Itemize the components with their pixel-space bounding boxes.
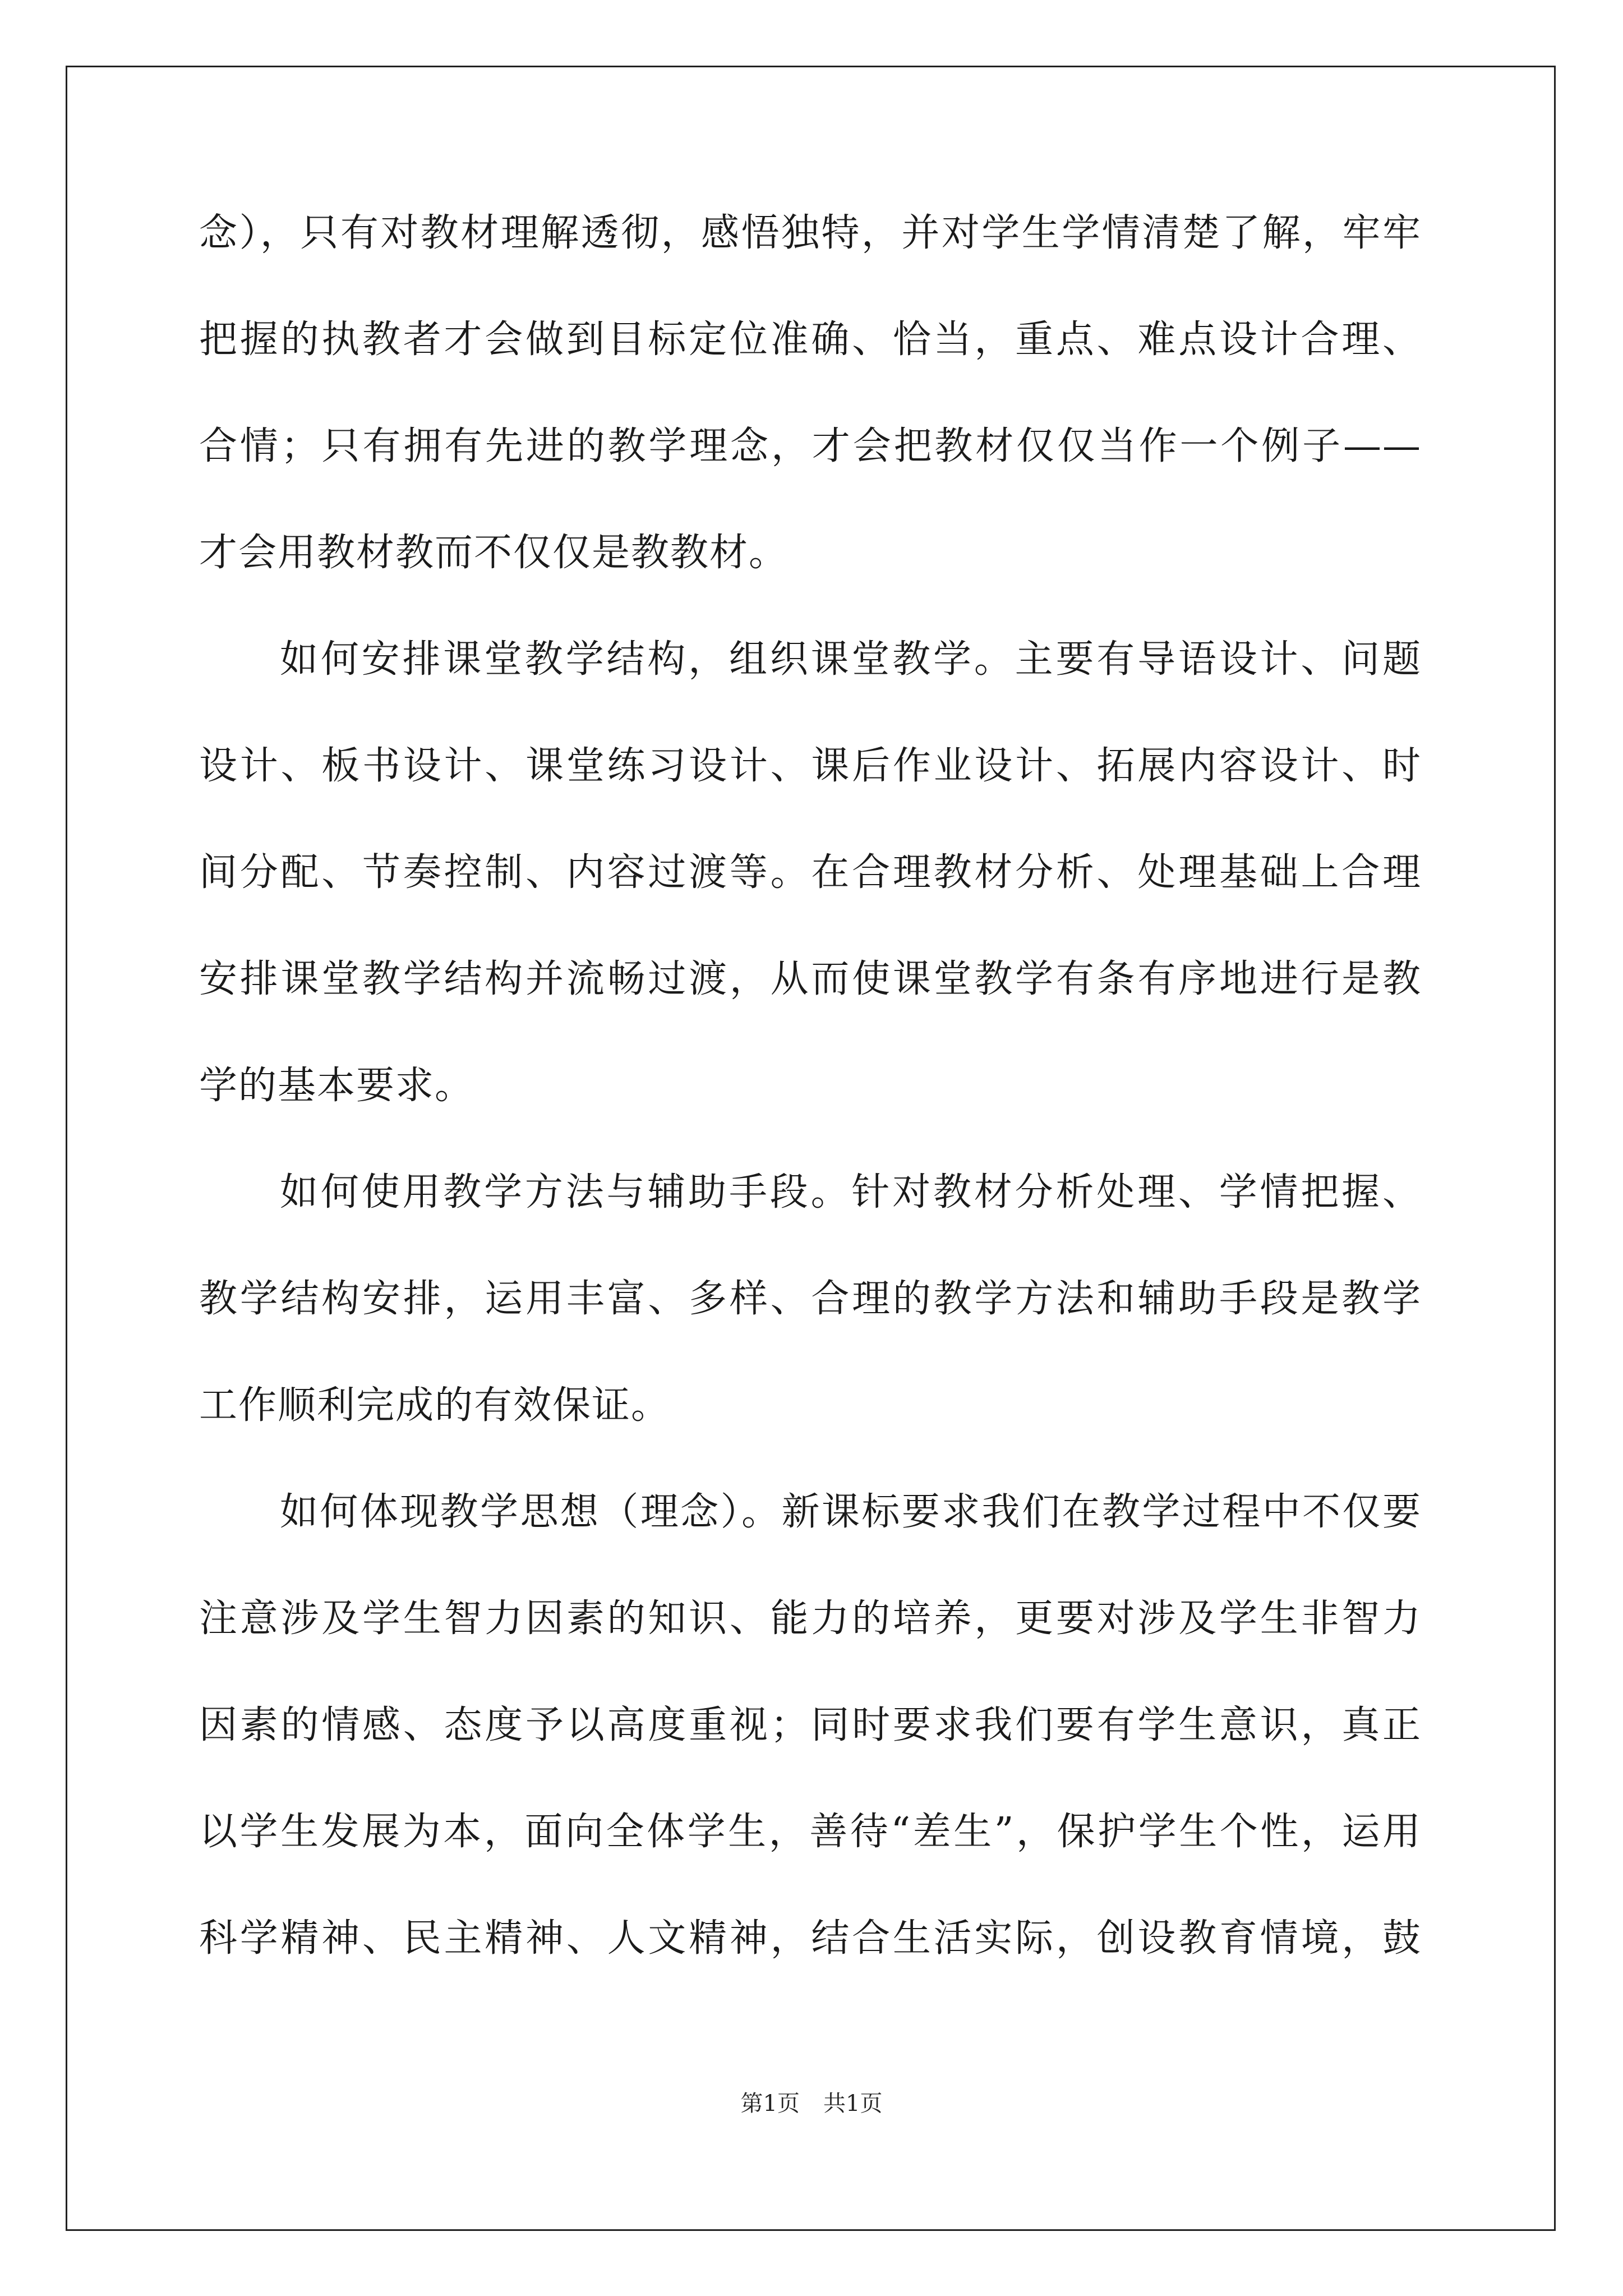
text-line: 工作顺利完成的有效保证。 (199, 1383, 671, 1428)
text-line: 间分配、节奏控制、内容过渡等。在合理教材分析、处理基础上合理 (199, 850, 1422, 895)
text-line: 设计、板书设计、课堂练习设计、课后作业设计、拓展内容设计、时 (199, 744, 1422, 788)
text-line: 把握的执教者才会做到目标定位准确、恰当，重点、难点设计合理、 (199, 318, 1422, 362)
text-line: 科学精神、民主精神、人文精神，结合生活实际，创设教育情境，鼓 (199, 1916, 1422, 1961)
text-line: 因素的情感、态度予以高度重视；同时要求我们要有学生意识，真正 (199, 1703, 1422, 1747)
document-body (199, 206, 1422, 2018)
text-line: 念），只有对教材理解透彻，感悟独特，并对学生学情清楚了解，牢牢 (199, 211, 1422, 255)
text-line: 安排课堂教学结构并流畅过渡，从而使课堂教学有条有序地进行是教 (199, 957, 1422, 1001)
text-line: 以学生发展为本，面向全体学生，善待“差生”，保护学生个性，运用 (199, 1810, 1422, 1854)
text-line: 如何安排课堂教学结构，组织课堂教学。主要有导语设计、问题 (280, 637, 1422, 682)
text-line: 才会用教材教而不仅仅是教教材。 (199, 531, 789, 575)
text-line: 学的基本要求。 (199, 1064, 474, 1108)
page-footer (0, 2088, 1623, 2119)
page-number: 第1页 (740, 2091, 800, 2116)
text-line: 合情；只有拥有先进的教学理念，才会把教材仅仅当作一个例子—— (199, 424, 1422, 468)
text-line: 如何体现教学思想（理念）。新课标要求我们在教学过程中不仅要 (280, 1490, 1422, 1534)
text-line: 教学结构安排，运用丰富、多样、合理的教学方法和辅助手段是教学 (199, 1277, 1422, 1321)
text-line: 如何使用教学方法与辅助手段。针对教材分析处理、学情把握、 (280, 1170, 1422, 1214)
page-total: 共1页 (823, 2091, 883, 2116)
text-line: 注意涉及学生智力因素的知识、能力的培养，更要对涉及学生非智力 (199, 1596, 1422, 1641)
